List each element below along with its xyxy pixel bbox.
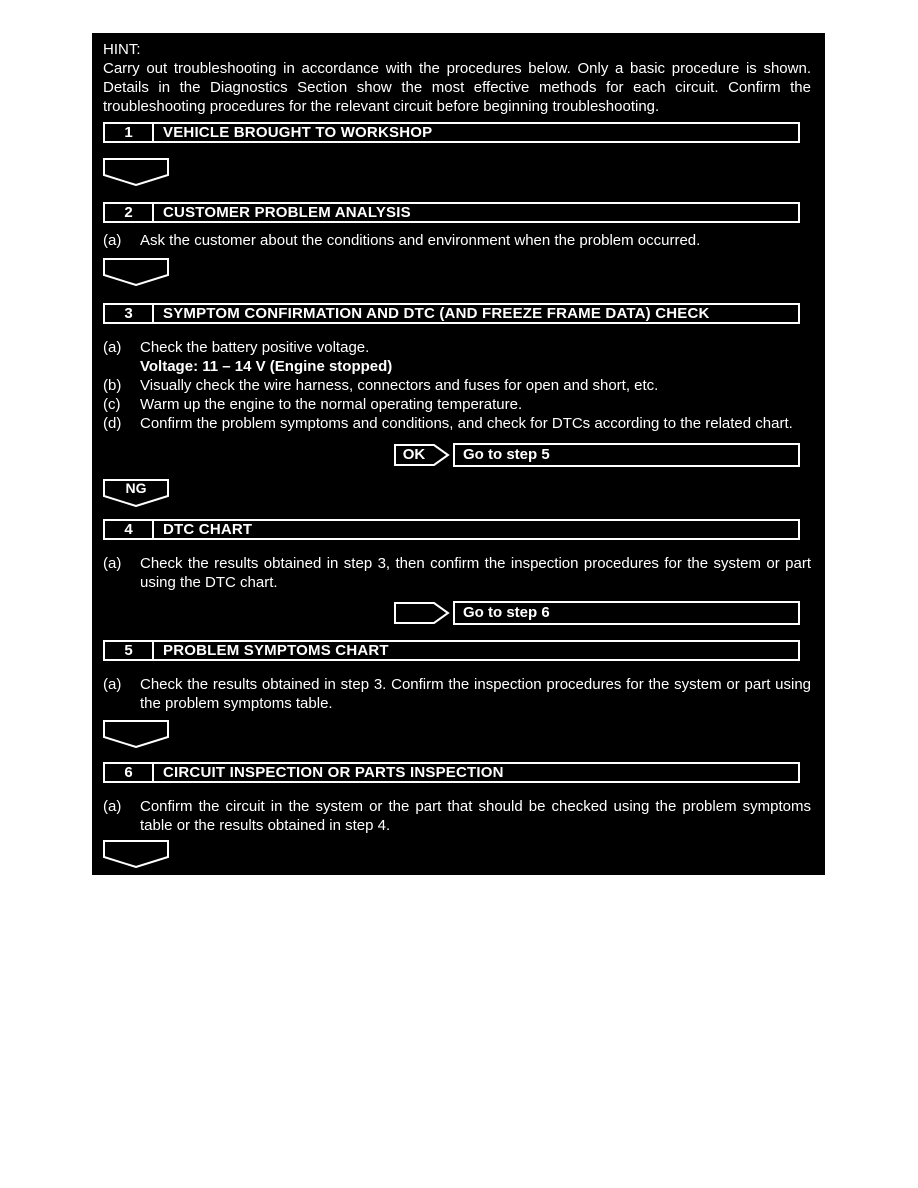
flow-down-arrow-icon <box>103 258 169 286</box>
ng-down-arrow-icon <box>103 479 169 507</box>
right-arrow-icon <box>394 601 450 625</box>
flow-down-arrow-icon <box>103 158 169 186</box>
next-branch-row <box>103 601 800 625</box>
step-3-item-d <box>103 414 811 433</box>
hint-label: HINT: <box>103 41 141 58</box>
item-text: Confirm the circuit in the system or the part that should be checked using the problem symptoms table or the results obtained in step 4. <box>140 798 811 834</box>
step-2-header <box>103 202 800 223</box>
item-text: Check the results obtained in step 3, then confirm the inspection procedures for the system or part using the DTC chart. <box>140 555 811 591</box>
step-6-item-a <box>103 797 811 835</box>
item-label: (a) <box>103 339 122 356</box>
item-text: Check the results obtained in step 3. Confirm the inspection procedures for the system or part using the problem symptoms table. <box>140 676 811 712</box>
item-label: (a) <box>103 676 122 693</box>
item-label: (a) <box>103 798 122 815</box>
ok-label: OK <box>402 446 426 463</box>
voltage-spec-note: Voltage: 11 – 14 V (Engine stopped) <box>140 358 393 375</box>
step-title: PROBLEM SYMPTOMS CHART <box>163 642 389 659</box>
item-text: Confirm the problem symptoms and conditions, and check for DTCs according to the related chart. <box>140 415 793 432</box>
goto-step-6-box: Go to step 6 <box>453 601 800 625</box>
item-text: Warm up the engine to the normal operating temperature. <box>140 396 523 413</box>
item-label: (a) <box>103 232 122 249</box>
item-text: Ask the customer about the conditions and environment when the problem occurred. <box>140 232 701 249</box>
item-text: Check the battery positive voltage. <box>140 339 370 356</box>
item-label: (d) <box>103 415 122 432</box>
hint-paragraph: Carry out troubleshooting in accordance with the procedures below. Only a basic procedure is shown. Details in the Diagnostics Section show the most effective methods for each circuit. Confirm the troubleshooting procedures for the relevant circuit before beginning troubleshooting. <box>103 60 811 115</box>
item-label: (b) <box>103 377 122 394</box>
step-2-item-a <box>103 231 811 250</box>
ng-label: NG <box>125 480 147 496</box>
step-1-header <box>103 122 800 143</box>
step-6-header <box>103 762 800 783</box>
step-3-item-c <box>103 395 811 414</box>
flow-down-arrow-icon <box>103 840 169 868</box>
step-3-item-a <box>103 338 811 376</box>
step-3-header <box>103 303 800 324</box>
ok-arrow-icon <box>394 443 450 467</box>
step-title: VEHICLE BROUGHT TO WORKSHOP <box>163 124 433 141</box>
step-number: 3 <box>105 305 154 322</box>
step-5-item-a <box>103 675 811 713</box>
goto-step-5-box: Go to step 5 <box>453 443 800 467</box>
step-title: SYMPTOM CONFIRMATION AND DTC (AND FREEZE FRAME DATA) CHECK <box>163 305 710 322</box>
ok-branch-row <box>103 443 800 467</box>
flow-down-arrow-icon <box>103 720 169 748</box>
step-4-header <box>103 519 800 540</box>
step-number: 2 <box>105 204 154 221</box>
item-text: Visually check the wire harness, connectors and fuses for open and short, etc. <box>140 377 659 394</box>
step-title: CUSTOMER PROBLEM ANALYSIS <box>163 204 411 221</box>
item-label: (a) <box>103 555 122 572</box>
step-number: 4 <box>105 521 154 538</box>
step-title: DTC CHART <box>163 521 253 538</box>
step-number: 6 <box>105 764 154 781</box>
step-3-item-b <box>103 376 811 395</box>
step-number: 5 <box>105 642 154 659</box>
step-title: CIRCUIT INSPECTION OR PARTS INSPECTION <box>163 764 504 781</box>
item-label: (c) <box>103 396 121 413</box>
troubleshooting-procedure-document <box>92 33 825 875</box>
step-4-item-a <box>103 554 811 592</box>
step-number: 1 <box>105 124 154 141</box>
step-5-header <box>103 640 800 661</box>
